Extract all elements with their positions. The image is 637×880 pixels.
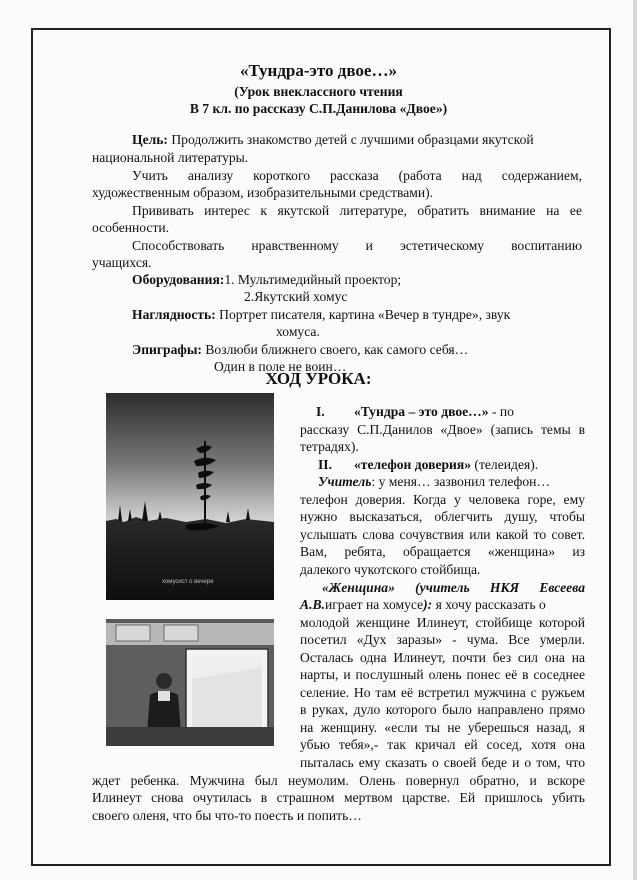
teacher-line-1: Учитель: у меня… зазвонил телефон…: [318, 474, 551, 489]
goal-label: Цель:: [132, 132, 168, 147]
equipment-line-2: 2.Якутский хомус: [244, 289, 348, 304]
teacher-line-2: телефон доверия. Когда у человека горе, ему: [300, 492, 585, 507]
woman-line-9: на женщину. «если ты не уберешься назад, я: [300, 720, 585, 735]
teacher-line-3: нужно высказаться, облегчить душу, чтобы: [300, 509, 585, 524]
equipment-label: Оборудования:: [132, 272, 225, 287]
woman-line-13: Илинеут снова очутилась в страшном мертвом царстве. Ей пришлось убить: [92, 790, 585, 805]
visual-line-1: Наглядность: Портрет писателя, картина «Вечер в тундре», звук: [132, 307, 511, 322]
woman-line-8: в руках, дуло которого было направлено прямо: [300, 702, 585, 717]
tundra-photo-caption: хомусист о вечере: [162, 579, 214, 585]
section2-number: II.: [318, 457, 332, 472]
section1-number: I.: [316, 404, 325, 419]
goal-line-8: учащихся.: [92, 255, 152, 270]
subtitle-line-2: В 7 кл. по рассказу С.П.Данилова «Двое»): [189, 101, 448, 116]
course-heading: ХОД УРОКА:: [265, 369, 372, 388]
goal-line-7: Способствовать нравственному и эстетическому воспитанию: [132, 238, 582, 253]
woman-line-6: нарты, и послушный олень понес её в соседнее: [300, 667, 585, 682]
tundra-photo: [106, 393, 274, 600]
section1-line-2: рассказу С.П.Данилов «Двое» (запись темы в: [300, 422, 585, 437]
goal-line-4: художественным образом, изобразительными средствами).: [92, 185, 434, 200]
section1-line-3: тетрадях).: [300, 439, 359, 454]
woman-line-3: молодой женщине Илинеут, стойбище которой: [300, 615, 585, 630]
section1-title: «Тундра – это двое…»: [354, 404, 489, 419]
equipment-line-1: Оборудования:1. Мультимедийный проектор;: [132, 272, 402, 287]
section1-line-1: [316, 403, 325, 420]
page-title: «Тундра-это двое…»: [240, 61, 397, 80]
goal-line-5: Прививать интерес к якутской литературе, обратить внимание на ее: [132, 203, 582, 218]
goal-line-6: особенности.: [92, 220, 170, 235]
woman-line-10: убью тебя»,- так кричал ей сосед, хотя она: [300, 737, 585, 752]
section2-line: «телефон доверия» (телеидея).: [354, 457, 539, 472]
epigraph-line-2: Один в поле не воин…: [214, 359, 347, 374]
section2-title: «телефон доверия»: [354, 457, 472, 472]
woman-line-4: посетил «Дух заразы» - чума. Все умерли.: [300, 632, 585, 647]
woman-line-7: селение. Но там её встретил мужчина с ружьем: [300, 685, 585, 700]
subtitle-line-1: (Урок внеклассного чтения: [234, 84, 403, 99]
woman-line-5: Осталась одна Илинеут, почти без сил она на: [300, 650, 585, 665]
woman-line-1: «Женщина» (учитель НКЯ Евсеева: [322, 580, 585, 595]
visual-line-2: хомуса.: [276, 324, 320, 339]
visual-label: Наглядность:: [132, 307, 216, 322]
epigraph-label: Эпиграфы:: [132, 342, 202, 357]
epigraph-line-1: Эпиграфы: Возлюби ближнего своего, как самого себя…: [132, 342, 469, 357]
goal-line-3: Учить анализу короткого рассказа (работа над содержанием,: [132, 168, 582, 183]
woman-line-2: А.В.играет на хомусе): я хочу рассказать о: [300, 597, 546, 612]
goal-line-2: национальной литературы.: [92, 150, 249, 165]
teacher-label: Учитель: [318, 474, 372, 489]
teacher-line-6: далекого чукотского стойбища.: [300, 562, 481, 577]
woman-line-14: своего оленя, что бы что-то поесть и попить…: [92, 808, 362, 823]
teacher-line-5: Вам, ребята, обращается «женщина» из: [300, 544, 585, 559]
section1-title-line: «Тундра – это двое…» - по: [354, 404, 514, 419]
woman-line-12: ждет ребенка. Мужчина был неумолим. Олень повернул обратно, и вскоре: [92, 773, 585, 788]
teacher-line-4: услышать слова сочувствия или какой то совет.: [300, 527, 585, 542]
classroom-photo-image: [106, 619, 274, 746]
woman-line-11: пыталась ему сказать о своей беде и о том, что: [300, 755, 585, 770]
goal-line-1: Цель: Продолжить знакомство детей с лучшими образцами якутской: [132, 132, 534, 147]
tundra-photo-image: [106, 393, 274, 600]
classroom-photo: [106, 619, 274, 746]
